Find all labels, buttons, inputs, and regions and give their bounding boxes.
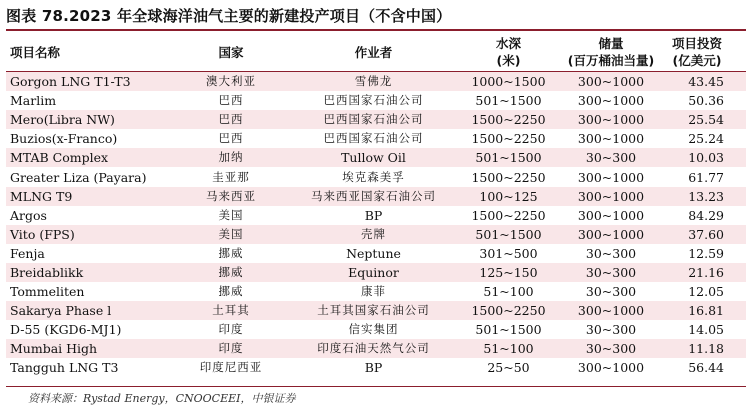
table-row xyxy=(6,282,746,301)
country-cell: 挪威 xyxy=(218,284,244,299)
reserves-cell: 300~1000 xyxy=(577,131,645,147)
table-row xyxy=(6,301,746,320)
reserves-cell: 30~300 xyxy=(556,148,666,167)
depth-cell: 301~500 xyxy=(479,245,538,261)
table-header-row xyxy=(6,33,746,72)
table-row xyxy=(6,148,746,167)
reserves-cell: 300~1000 xyxy=(577,169,645,185)
country-cell: 土耳其 xyxy=(176,301,286,320)
table-body xyxy=(6,72,746,378)
project-name-cell: Argos xyxy=(10,207,47,223)
reserves-cell: 300~1000 xyxy=(556,301,666,320)
table-row xyxy=(6,206,746,225)
project-name-cell: D-55 (KGD6-MJ1) xyxy=(10,322,122,338)
depth-cell: 25~50 xyxy=(487,360,530,376)
table-row xyxy=(6,339,746,358)
country-cell: 印度尼西亚 xyxy=(199,360,263,375)
project-name-cell: Mero(Libra NW) xyxy=(6,110,176,129)
reserves-cell: 30~300 xyxy=(556,263,666,282)
reserves-cell: 300~1000 xyxy=(556,187,666,206)
country-cell: 挪威 xyxy=(176,263,286,282)
project-name-cell: Gorgon LNG T1-T3 xyxy=(6,72,176,92)
depth-cell: 51~100 xyxy=(461,339,556,358)
country-cell: 加纳 xyxy=(176,148,286,167)
header-label: 作业者 xyxy=(354,44,393,60)
header-label: 水深 xyxy=(495,36,521,51)
header-depth xyxy=(461,33,556,72)
reserves-cell: 300~1000 xyxy=(577,93,645,109)
country-cell: 美国 xyxy=(218,207,244,222)
operator-cell: 康菲 xyxy=(361,284,386,299)
investment-cell: 84.29 xyxy=(688,207,724,223)
reserves-cell: 300~1000 xyxy=(556,225,666,244)
operator-cell: 信实集团 xyxy=(348,322,399,337)
project-name-cell: Mumbai High xyxy=(6,339,176,358)
depth-cell: 501~1500 xyxy=(475,93,542,109)
depth-cell: 1500~2250 xyxy=(461,110,556,129)
investment-cell: 50.36 xyxy=(688,93,724,109)
country-cell: 澳大利亚 xyxy=(176,72,286,92)
depth-cell: 1500~2250 xyxy=(461,301,556,320)
reserves-cell: 300~1000 xyxy=(577,360,645,376)
investment-cell: 12.59 xyxy=(688,245,724,261)
country-cell: 挪威 xyxy=(218,245,244,260)
operator-cell: 印度石油天然气公司 xyxy=(286,339,461,358)
project-name-cell: Fenja xyxy=(10,245,45,261)
header-label: 项目投资 xyxy=(671,36,722,51)
table-row xyxy=(6,225,746,244)
country-cell: 巴西 xyxy=(218,131,244,146)
header-label: (亿美元) xyxy=(672,53,722,68)
investment-cell: 13.23 xyxy=(666,187,746,206)
operator-cell: BP xyxy=(364,207,383,223)
operator-cell: Equinor xyxy=(286,263,461,282)
project-name-cell: Tommeliten xyxy=(10,284,85,300)
header-reserves xyxy=(556,33,666,72)
projects-table xyxy=(6,33,746,378)
country-cell: 印度 xyxy=(218,322,244,337)
investment-cell: 10.03 xyxy=(666,148,746,167)
header-label: 储量 xyxy=(598,36,624,51)
country-cell: 圭亚那 xyxy=(212,169,250,184)
operator-cell: Neptune xyxy=(346,245,401,261)
project-name-cell: MLNG T9 xyxy=(6,187,176,206)
operator-cell: BP xyxy=(364,360,383,376)
investment-cell: 43.45 xyxy=(666,72,746,92)
header-country xyxy=(176,33,286,72)
header-name xyxy=(6,33,176,72)
depth-cell: 501~1500 xyxy=(475,322,542,338)
header-operator xyxy=(286,33,461,72)
table-row xyxy=(6,320,746,339)
depth-cell: 1000~1500 xyxy=(461,72,556,92)
investment-cell: 11.18 xyxy=(666,339,746,358)
project-name-cell: MTAB Complex xyxy=(6,148,176,167)
country-cell: 马来西亚 xyxy=(176,187,286,206)
table-row xyxy=(6,110,746,129)
table-row xyxy=(6,358,746,377)
figure-title: 图表 78.2023 年全球海洋油气主要的新建投产项目（不含中国） xyxy=(6,7,452,25)
reserves-cell: 300~1000 xyxy=(556,110,666,129)
project-name-cell: Marlim xyxy=(10,93,57,109)
investment-cell: 14.05 xyxy=(688,322,724,338)
table-row xyxy=(6,244,746,263)
operator-cell: 巴西国家石油公司 xyxy=(323,131,424,146)
reserves-cell: 300~1000 xyxy=(556,72,666,92)
header-investment xyxy=(666,33,746,72)
table-row xyxy=(6,167,746,186)
header-label: 项目名称 xyxy=(10,44,61,60)
table-row xyxy=(6,263,746,282)
operator-cell: 壳牌 xyxy=(286,225,461,244)
operator-cell: 埃克森美孚 xyxy=(342,169,405,184)
source-note: 资料来源：Rystad Energy，CNOOCEEI，中银证券 xyxy=(28,392,296,405)
investment-cell: 12.05 xyxy=(688,284,724,300)
depth-cell: 1500~2250 xyxy=(471,169,546,185)
operator-cell: 土耳其国家石油公司 xyxy=(286,301,461,320)
reserves-cell: 30~300 xyxy=(585,284,637,300)
reserves-cell: 300~1000 xyxy=(577,207,645,223)
header-label: (米) xyxy=(496,53,521,68)
investment-cell: 21.16 xyxy=(666,263,746,282)
reserves-cell: 30~300 xyxy=(556,339,666,358)
investment-cell: 25.24 xyxy=(688,131,724,147)
depth-cell: 1500~2250 xyxy=(471,131,546,147)
depth-cell: 100~125 xyxy=(461,187,556,206)
project-name-cell: Vito (FPS) xyxy=(6,225,176,244)
operator-cell: 巴西国家石油公司 xyxy=(286,110,461,129)
header-label: (百万桶油当量) xyxy=(567,53,655,68)
project-name-cell: Greater Liza (Payara) xyxy=(10,169,147,185)
title-rule xyxy=(6,29,746,31)
investment-cell: 25.54 xyxy=(666,110,746,129)
reserves-cell: 30~300 xyxy=(585,322,637,338)
depth-cell: 501~1500 xyxy=(461,148,556,167)
table-row xyxy=(6,91,746,110)
project-name-cell: Breidablikk xyxy=(6,263,176,282)
table-bottom-rule xyxy=(6,386,746,387)
table-row xyxy=(6,72,746,92)
header-label: 国家 xyxy=(218,44,244,60)
country-cell: 美国 xyxy=(176,225,286,244)
operator-cell: 雪佛龙 xyxy=(286,72,461,92)
depth-cell: 1500~2250 xyxy=(471,207,546,223)
country-cell: 巴西 xyxy=(218,93,244,108)
investment-cell: 16.81 xyxy=(666,301,746,320)
project-name-cell: Sakarya Phase l xyxy=(6,301,176,320)
project-name-cell: Tangguh LNG T3 xyxy=(10,360,119,376)
operator-cell: 巴西国家石油公司 xyxy=(323,93,424,108)
investment-cell: 37.60 xyxy=(666,225,746,244)
investment-cell: 61.77 xyxy=(688,169,724,185)
operator-cell: Tullow Oil xyxy=(286,148,461,167)
table-row xyxy=(6,187,746,206)
depth-cell: 125~150 xyxy=(461,263,556,282)
country-cell: 印度 xyxy=(176,339,286,358)
project-name-cell: Buzios(x-Franco) xyxy=(10,131,118,147)
depth-cell: 501~1500 xyxy=(461,225,556,244)
depth-cell: 51~100 xyxy=(483,284,534,300)
reserves-cell: 30~300 xyxy=(585,245,637,261)
investment-cell: 56.44 xyxy=(688,360,724,376)
operator-cell: 马来西亚国家石油公司 xyxy=(286,187,461,206)
country-cell: 巴西 xyxy=(176,110,286,129)
table-row xyxy=(6,129,746,148)
